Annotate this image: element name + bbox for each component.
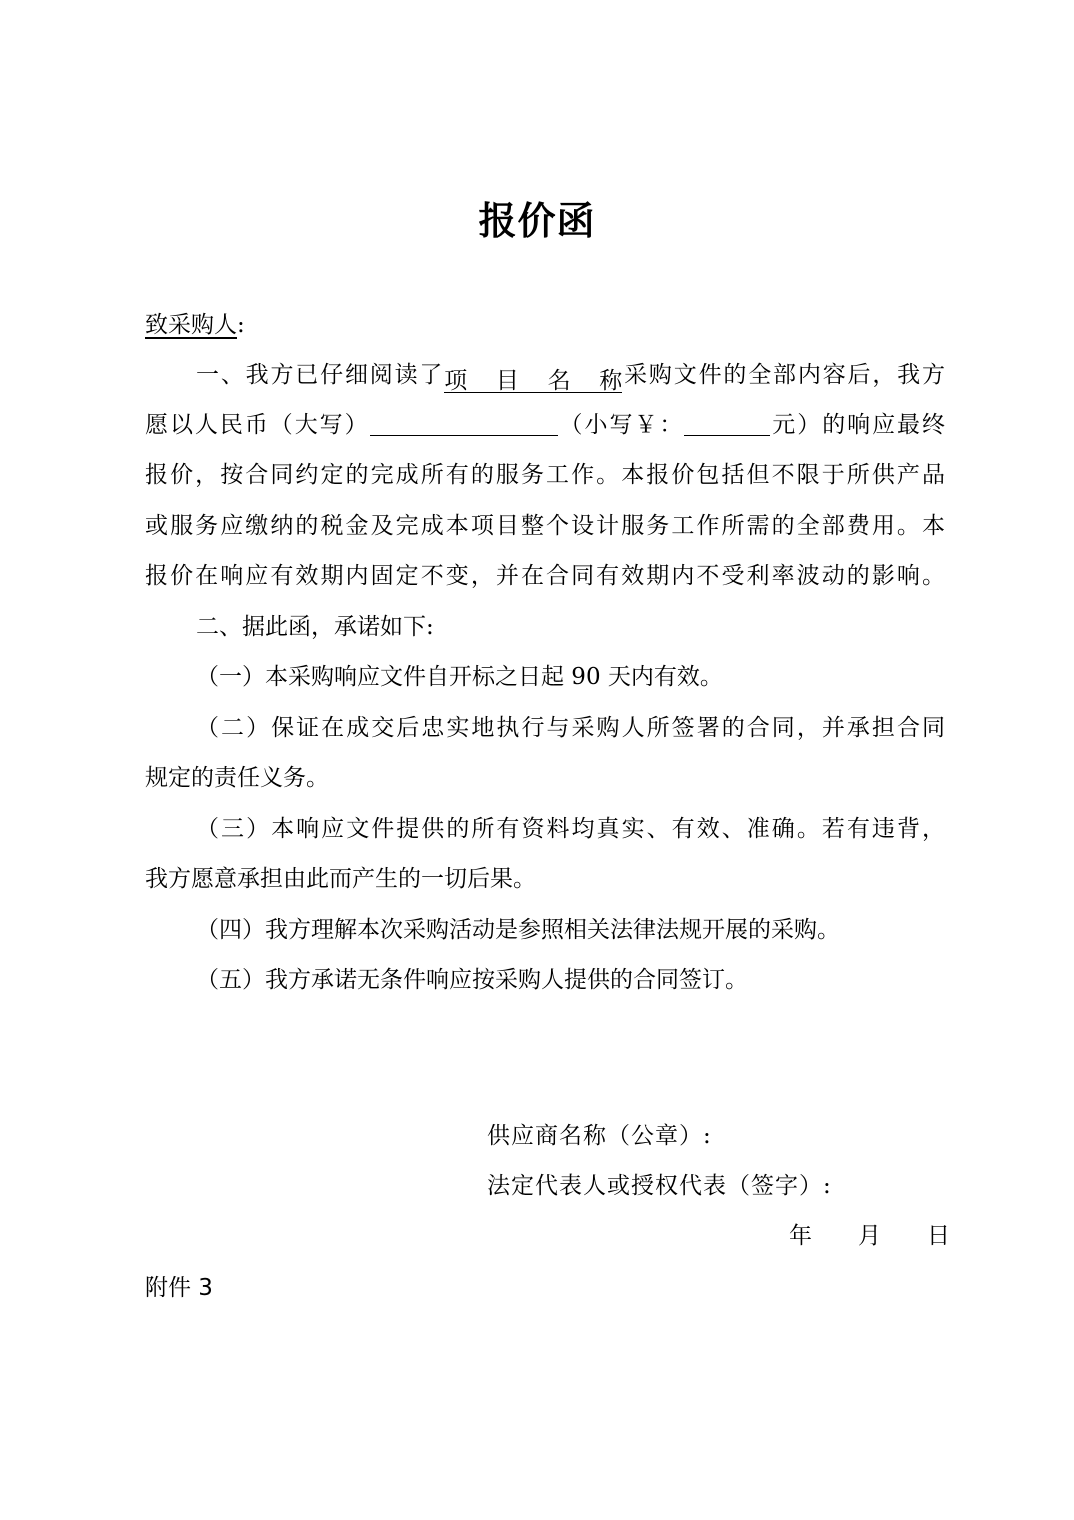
representative-signature: 法定代表人或授权代表（签字）: bbox=[487, 1173, 832, 1199]
salutation-colon: : bbox=[237, 312, 245, 338]
supplier-name-seal: 供应商名称（公章）: bbox=[487, 1123, 712, 1149]
para2-heading: 二、据此函，承诺如下: bbox=[196, 614, 434, 640]
para1-line4: 或服务应缴纳的税金及完成本项目整个设计服务工作所需的全部费用。本 bbox=[145, 513, 945, 539]
para1-line5: 报价在响应有效期内固定不变，并在合同有效期内不受利率波动的影响。 bbox=[145, 563, 945, 589]
project-name-field bbox=[444, 366, 622, 393]
date-day: 日 bbox=[927, 1223, 950, 1249]
item-5-line1: （五）我方承诺无条件响应按采购人提供的合同签订。 bbox=[196, 967, 748, 993]
date-line bbox=[789, 1217, 950, 1250]
item-1-line1: （一）本采购响应文件自开标之日起 90 天内有效。 bbox=[196, 664, 723, 690]
amount-suffix: 元）的响应最终 bbox=[770, 412, 946, 438]
para1-line1 bbox=[196, 360, 945, 393]
salutation-text: 致采购人 bbox=[145, 312, 237, 338]
amount-lowercase-label: （小写￥： bbox=[557, 412, 685, 438]
para1-line2 bbox=[145, 410, 945, 440]
amount-uppercase-blank bbox=[370, 413, 558, 436]
para1-line3: 报价，按合同约定的完成所有的服务工作。本报价包括但不限于所供产品 bbox=[145, 462, 945, 488]
item-2-line2: 规定的责任义务。 bbox=[145, 765, 329, 791]
date-year: 年 bbox=[789, 1223, 812, 1249]
document-title: 报价函 bbox=[478, 198, 596, 243]
para1-line1-suffix: 采购文件的全部内容后，我方 bbox=[622, 362, 946, 388]
para1-prefix: 一、我方已仔细阅读了 bbox=[196, 362, 445, 388]
date-month: 月 bbox=[858, 1223, 881, 1249]
attachment-label: 附件 3 bbox=[145, 1275, 213, 1301]
item-3-line2: 我方愿意承担由此而产生的一切后果。 bbox=[145, 866, 536, 892]
amount-uppercase-label: 愿以人民币（大写） bbox=[145, 412, 370, 438]
salutation bbox=[145, 310, 945, 340]
amount-lowercase-blank bbox=[684, 413, 770, 436]
item-3-line1: （三）本响应文件提供的所有资料均真实、有效、准确。若有违背， bbox=[196, 816, 945, 842]
item-4-line1: （四）我方理解本次采购活动是参照相关法律法规开展的采购。 bbox=[196, 917, 840, 943]
item-2-line1: （二）保证在成交后忠实地执行与采购人所签署的合同，并承担合同 bbox=[196, 715, 945, 741]
project-name: 项目名称 bbox=[444, 368, 623, 394]
